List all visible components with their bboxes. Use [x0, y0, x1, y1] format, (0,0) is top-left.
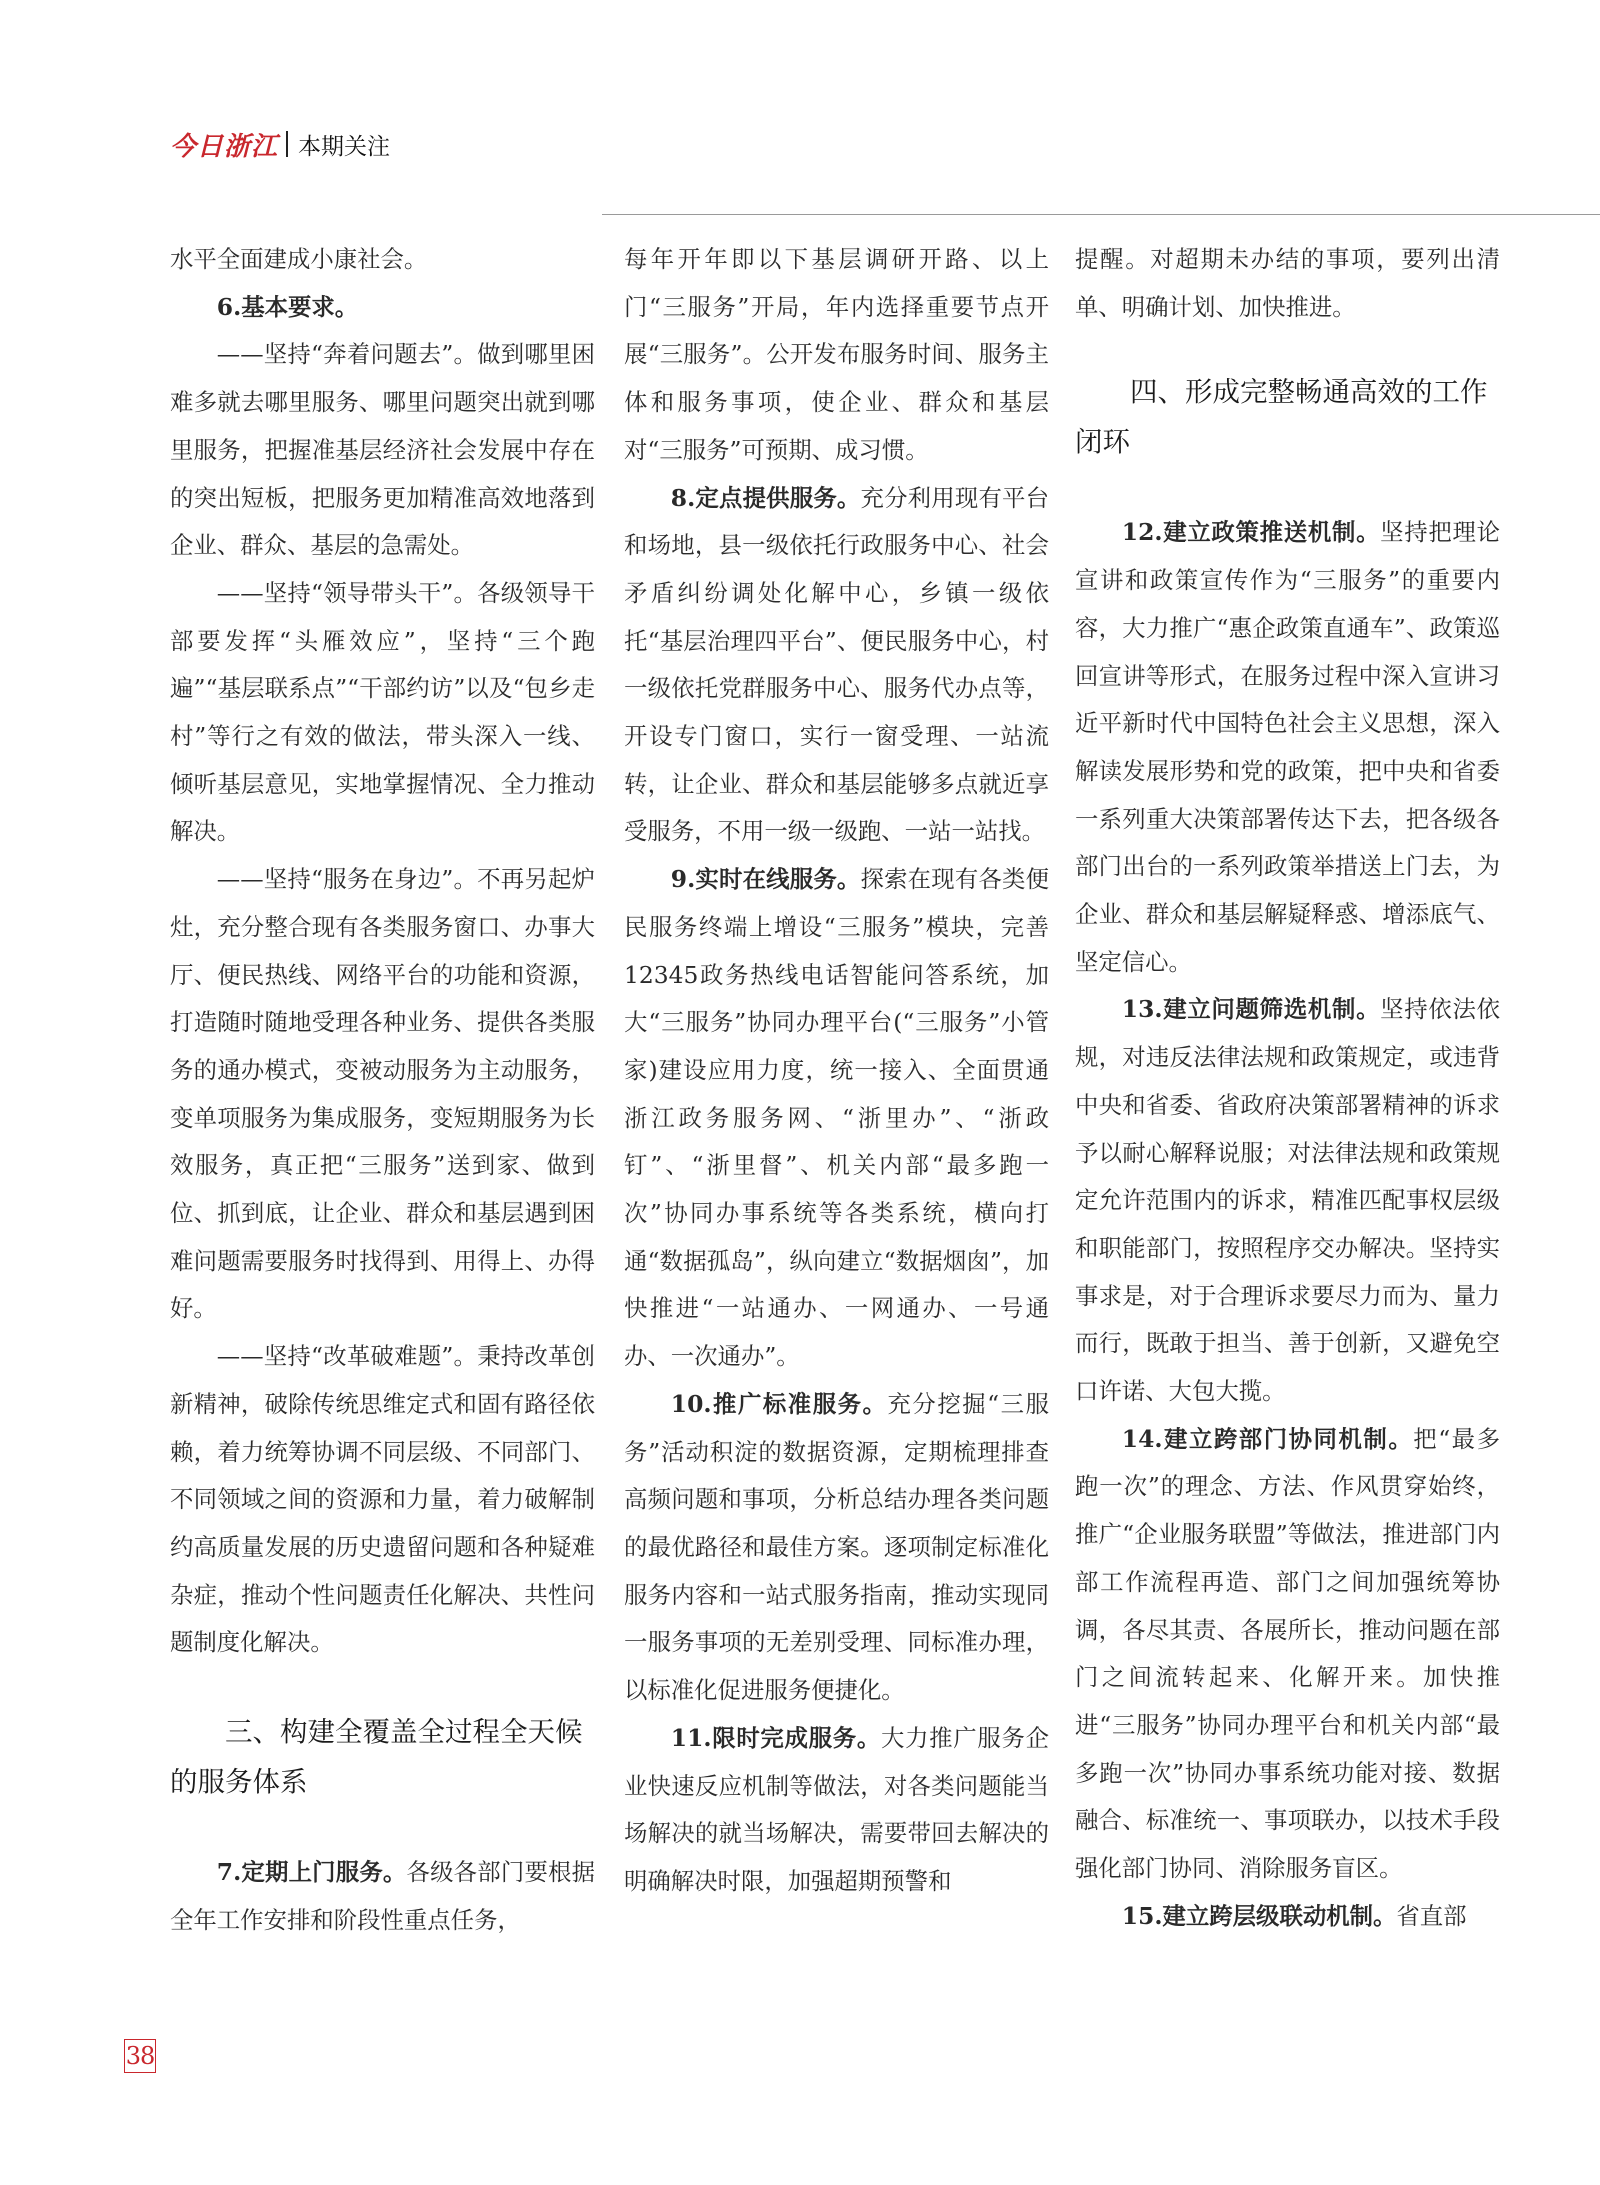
paragraph — [1075, 1893, 1500, 1941]
paragraph: ——坚持“改革破难题”。秉持改革创新精神，破除传统思维定式和固有路径依赖，着力统筹协调不同层级、不同部门、不同领域之间的资源和力量，着力破解制约高质量发展的历史遗留问题和各种疑难杂症，推动个性问题责任化解决、共性问题制度化解决。 — [170, 1342, 595, 1657]
column-2 — [624, 236, 1049, 1906]
subtitle: 14.建立跨部门协同机制。 — [1121, 1424, 1414, 1453]
paragraph: ——坚持“服务在身边”。不再另起炉灶，充分整合现有各类服务窗口、办事大厅、便民热线、网络平台的功能和资源，打造随时随地受理各种业务、提供各类服务的通办模式，变被动服务为主动服务，变单项服务为集成服务，变短期服务为长效服务，真正把“三服务”送到家、做到位、抓到底，让企业、群众和基层遇到困难问题需要服务时找得到、用得上、办得好。 — [170, 865, 595, 1323]
paragraph — [170, 1849, 595, 1944]
page-header — [170, 124, 390, 164]
subtitle: 8.定点提供服务。 — [670, 483, 861, 512]
paragraph — [1075, 1416, 1500, 1893]
paragraph — [624, 1715, 1049, 1906]
paragraph-body: 坚持把理论宣讲和政策宣传作为“三服务”的重要内容，大力推广“惠企政策直通车”、政策巡回宣讲等形式，在服务过程中深入宣讲习近平新时代中国特色社会主义思想，深入解读发展形势和党的政策，把中央和省委一系列重大决策部署传达下去，把各级各部门出台的一系列政策举措送上门去，为企业、群众和基层解疑释惑、增添底气、坚定信心。 — [1075, 518, 1500, 976]
section-heading: 四、形成完整畅通高效的工作闭环 — [1075, 376, 1488, 459]
magazine-logo: 今日浙江 — [170, 131, 279, 162]
paragraph: 每年开年即以下基层调研开路、以上门“三服务”开局，年内选择重要节点开展“三服务”。公开发布服务时间、服务主体和服务事项，使企业、群众和基层对“三服务”可预期、成习惯。 — [624, 245, 1049, 464]
paragraph-body: 把“最多跑一次”的理念、方法、作风贯穿始终，推广“企业服务联盟”等做法，推进部门内部工作流程再造、部门之间加强统筹协调，各尽其责、各展所长，推动问题在部门之间流转起来、化解开来。加快推进“三服务”协同办理平台和机关内部“最多跑一次”协同办事系统功能对接、数据融合、标准统一、事项联办，以技术手段强化部门协同、消除服务盲区。 — [1075, 1424, 1500, 1883]
column-3 — [1075, 236, 1500, 1941]
paragraph: 水平全面建成小康社会。 — [170, 245, 428, 273]
subtitle: 15.建立跨层级联动机制。 — [1121, 1901, 1397, 1930]
subtitle: 9.实时在线服务。 — [670, 865, 861, 894]
paragraph — [624, 1381, 1049, 1715]
paragraph-title — [170, 284, 595, 332]
paragraph — [624, 475, 1049, 857]
subtitle: 6.基本要求。 — [216, 292, 359, 321]
subtitle: 11.限时完成服务。 — [670, 1723, 881, 1752]
subtitle: 10.推广标准服务。 — [670, 1389, 888, 1418]
paragraph: ——坚持“领导带头干”。各级领导干部要发挥“头雁效应”，坚持“三个跑遍”“基层联系点”“干部约访”以及“包乡走村”等行之有效的做法，带头深入一线、倾听基层意见，实地掌握情况、全力推动解决。 — [170, 578, 595, 846]
paragraph-body: 充分挖掘“三服务”活动积淀的数据资源，定期梳理排查高频问题和事项，分析总结办理各类问题的最优路径和最佳方案。逐项制定标准化服务内容和一站式服务指南，推动实现同一服务事项的无差别受理、同标准办理，以标准化促进服务便捷化。 — [624, 1389, 1049, 1705]
header-rule — [602, 214, 1600, 215]
section-heading: 三、构建全覆盖全过程全天候的服务体系 — [170, 1716, 583, 1799]
paragraph-body: 大力推广服务企业快速反应机制等做法，对各类问题能当场解决的就当场解决，需要带回去解决的明确解决时限，加强超期预警和 — [624, 1723, 1050, 1895]
subtitle: 7.定期上门服务。 — [216, 1858, 407, 1887]
paragraph — [624, 856, 1049, 1381]
subtitle: 13.建立问题筛选机制。 — [1121, 995, 1381, 1024]
paragraph: ——坚持“奔着问题去”。做到哪里困难多就去哪里服务、哪里问题突出就到哪里服务，把握准基层经济社会发展中存在的突出短板，把服务更加精准高效地落到企业、群众、基层的急需处。 — [170, 340, 595, 560]
paragraph — [1075, 509, 1500, 986]
subtitle: 12.建立政策推送机制。 — [1121, 518, 1381, 547]
paragraph-body: 各级各部门要根据全年工作安排和阶段性重点任务， — [170, 1858, 596, 1934]
header-divider — [286, 131, 288, 157]
paragraph-body: 充分利用现有平台和场地，县一级依托行政服务中心、社会矛盾纠纷调处化解中心，乡镇一级依托“基层治理四平台”、便民服务中心，村一级依托党群服务中心、服务代办点等，开设专门窗口，实行一窗受理、一站流转，让企业、群众和基层能够多点就近享受服务，不用一级一级跑、一站一站找。 — [624, 483, 1050, 846]
paragraph-body: 坚持依法依规，对违反法律法规和政策规定，或违背中央和省委、省政府决策部署精神的诉求予以耐心解释说服；对法律法规和政策规定允许范围内的诉求，精准匹配事权层级和职能部门，按照程序交办解决。坚持实事求是，对于合理诉求要尽力而为、量力而行，既敢于担当、善于创新，又避免空口许诺、大包大揽。 — [1075, 995, 1500, 1406]
column-1 — [170, 236, 595, 1945]
section-label: 本期关注 — [298, 133, 391, 160]
paragraph-body: 探索在现有各类便民服务终端上增设“三服务”模块，完善12345政务热线电话智能问答系统，加大“三服务”协同办理平台(“三服务”小管家)建设应用力度，统一接入、全面贯通浙江政务服务网、“浙里办”、“浙政钉”、“浙里督”、机关内部“最多跑一次”协同办事系统等各类系统，横向打通“数据孤岛”，纵向建立“数据烟囱”，加快推进“一站通办、一网通办、一号通办、一次通办”。 — [624, 865, 1050, 1371]
paragraph — [1075, 986, 1500, 1415]
page-number: 38 — [124, 2039, 156, 2073]
paragraph-body: 省直部 — [1396, 1901, 1467, 1930]
paragraph: 提醒。对超期未办结的事项，要列出清单、明确计划、加快推进。 — [1075, 245, 1500, 321]
